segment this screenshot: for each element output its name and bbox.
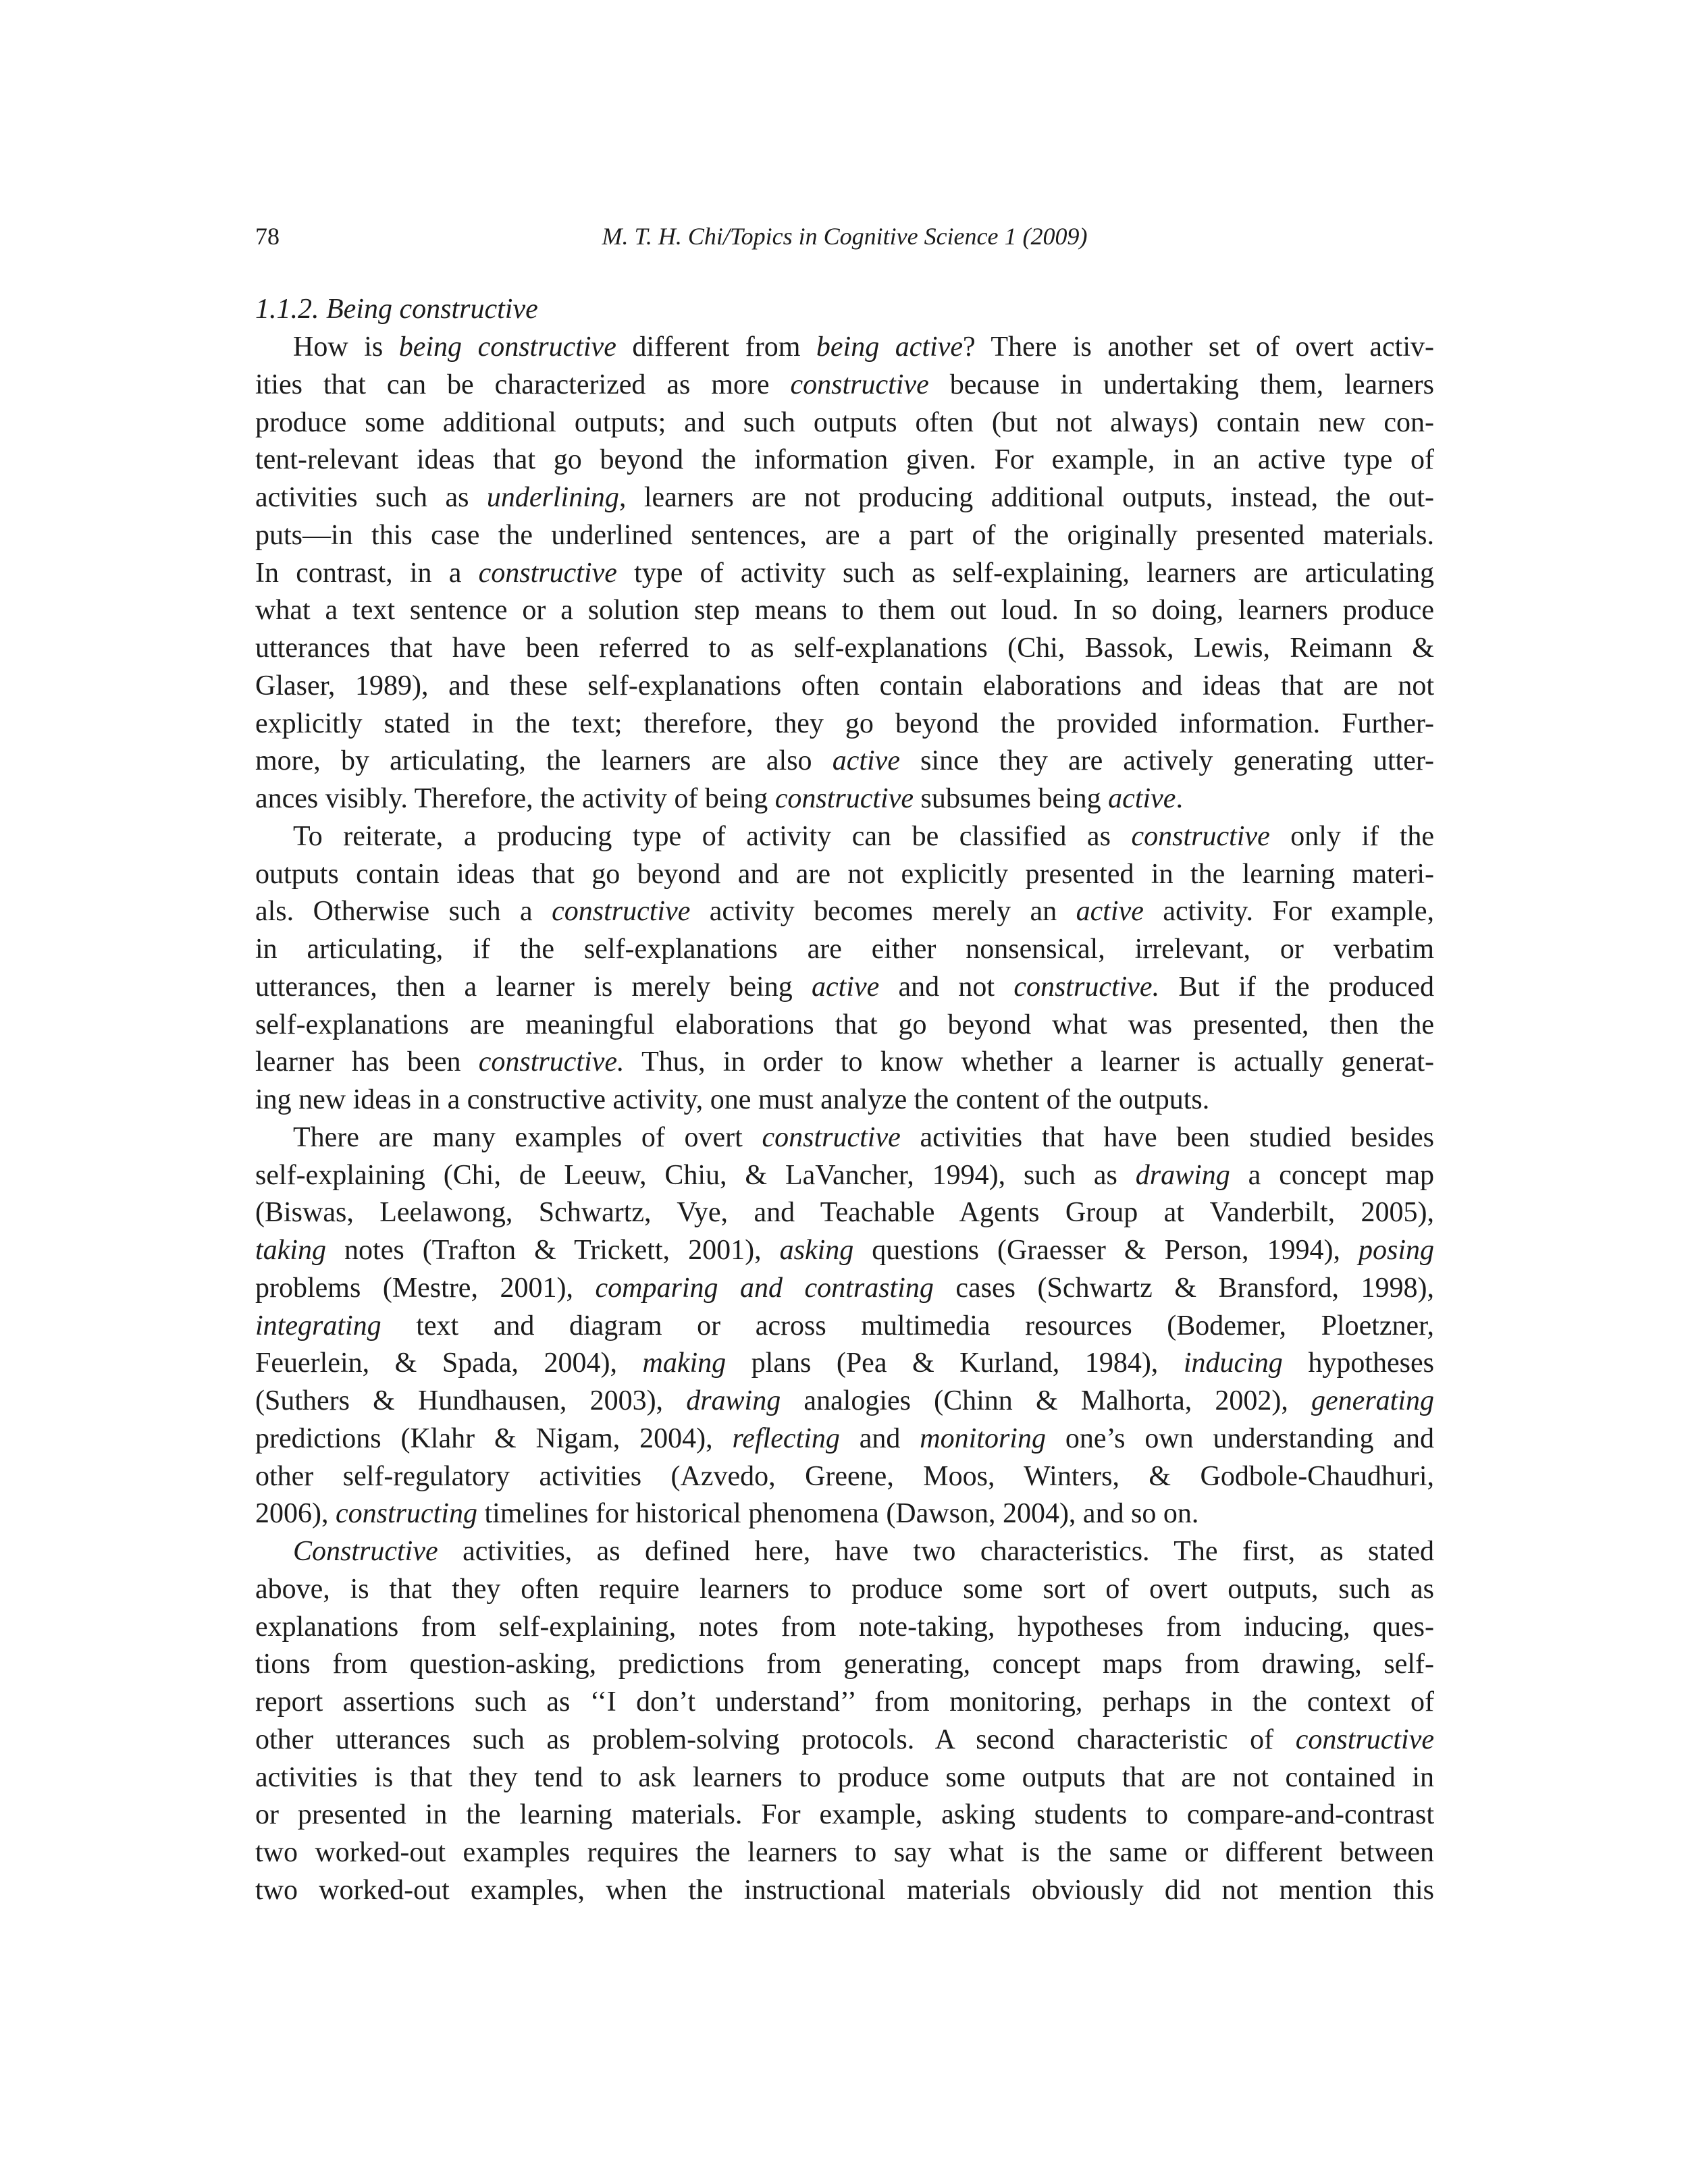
text-line: explicitly stated in the text; therefore, they go beyond the provided information. Further- (255, 708, 1434, 739)
text-line: in articulating, if the self-explanations are either nonsensical, irrelevant, or verbatim (255, 934, 1434, 965)
text-line: als. Otherwise such a constructive activity becomes merely an active activity. For example, (255, 896, 1434, 928)
text-line: more, by articulating, the learners are also active since they are actively generating utter- (255, 745, 1434, 777)
text-line: ities that can be characterized as more constructive because in undertaking them, learners (255, 369, 1434, 400)
text-line: There are many examples of overt constructive activities that have been studied besides (293, 1121, 1434, 1153)
paragraph (255, 1119, 1434, 1533)
text-line: explanations from self-explaining, notes from note-taking, hypotheses from inducing, ques- (255, 1611, 1434, 1643)
paragraph (255, 329, 1434, 818)
text-line: tent-relevant ideas that go beyond the information given. For example, in an active type of (255, 444, 1434, 476)
text-line: other utterances such as problem-solving protocols. A second characteristic of constructive (255, 1724, 1434, 1755)
text-line: activities such as underlining, learners are not producing additional outputs, instead, the out- (255, 482, 1434, 513)
text-line: self-explaining (Chi, de Leeuw, Chiu, & LaVancher, 1994), such as drawing a concept map (255, 1159, 1434, 1191)
text-line: utterances, then a learner is merely being active and not constructive. But if the produced (255, 971, 1435, 1003)
text-line: ing new ideas in a constructive activity, one must analyze the content of the outputs. (255, 1084, 1210, 1115)
text-line: two worked-out examples requires the learners to say what is the same or different between (255, 1837, 1434, 1868)
journal-title: M. T. H. Chi/Topics in Cognitive Science 1 (2009) (602, 223, 1088, 250)
text-line: or presented in the learning materials. For example, asking students to compare-and-contrast (255, 1799, 1434, 1831)
text-line: puts—in this case the underlined sentences, are a part of the originally presented materials. (255, 519, 1434, 551)
text-line: self-explanations are meaningful elaborations that go beyond what was presented, then the (255, 1009, 1434, 1040)
text-line: two worked-out examples, when the instructional materials obviously did not mention this (255, 1874, 1434, 1906)
page (255, 219, 1434, 1910)
text-line: Feuerlein, & Spada, 2004), making plans (Pea & Kurland, 1984), inducing hypotheses (255, 1348, 1434, 1379)
page-number: 78 (255, 223, 280, 250)
text-line: (Biswas, Leelawong, Schwartz, Vye, and Teachable Agents Group at Vanderbilt, 2005), (255, 1197, 1434, 1229)
text-line: produce some additional outputs; and such outputs often (but not always) contain new con- (255, 406, 1434, 438)
section-heading: 1.1.2. Being constructive (255, 294, 538, 325)
text-line: taking notes (Trafton & Trickett, 2001), asking questions (Graesser & Person, 1994), posing (255, 1235, 1434, 1266)
running-head (255, 219, 1434, 253)
paragraph (255, 1533, 1434, 1910)
text-line: other self-regulatory activities (Azvedo, Greene, Moos, Winters, & Godbole-Chaudhuri, (255, 1460, 1434, 1492)
text-line: In contrast, in a constructive type of activity such as self-explaining, learners are articulating (255, 557, 1434, 589)
text-line: outputs contain ideas that go beyond and are not explicitly presented in the learning materi- (255, 858, 1434, 890)
body-text (255, 329, 1434, 1910)
text-line: How is being constructive different from being active? There is another set of overt activ- (293, 331, 1434, 363)
text-line: integrating text and diagram or across multimedia resources (Bodemer, Ploetzner, (255, 1310, 1434, 1341)
text-line: (Suthers & Hundhausen, 2003), drawing analogies (Chinn & Malhorta, 2002), generating (255, 1385, 1434, 1416)
text-line: what a text sentence or a solution step means to them out loud. In so doing, learners produce (255, 595, 1434, 627)
text-line: Constructive activities, as defined here, have two characteristics. The first, as stated (293, 1536, 1434, 1567)
text-line: Glaser, 1989), and these self-explanations often contain elaborations and ideas that are not (255, 670, 1434, 701)
text-line: To reiterate, a producing type of activity can be classified as constructive only if the (293, 820, 1434, 852)
text-line: 2006), constructing timelines for historical phenomena (Dawson, 2004), and so on. (255, 1498, 1199, 1530)
paragraph (255, 818, 1434, 1119)
text-line: learner has been constructive. Thus, in order to know whether a learner is actually generat- (255, 1046, 1434, 1078)
text-line: activities is that they tend to ask learners to produce some outputs that are not contained in (255, 1761, 1434, 1793)
text-line: above, is that they often require learners to produce some sort of overt outputs, such as (255, 1573, 1434, 1605)
text-line: problems (Mestre, 2001), comparing and contrasting cases (Schwartz & Bransford, 1998), (255, 1272, 1435, 1304)
text-line: report assertions such as ‘‘I don’t understand’’ from monitoring, perhaps in the context of (255, 1686, 1434, 1717)
text-line: ances visibly. Therefore, the activity of being constructive subsumes being active. (255, 783, 1183, 814)
text-line: utterances that have been referred to as self-explanations (Chi, Bassok, Lewis, Reimann & (255, 633, 1434, 664)
text-line: tions from question-asking, predictions from generating, concept maps from drawing, self- (255, 1649, 1434, 1680)
text-line: predictions (Klahr & Nigam, 2004), reflecting and monitoring one’s own understanding and (255, 1422, 1434, 1454)
